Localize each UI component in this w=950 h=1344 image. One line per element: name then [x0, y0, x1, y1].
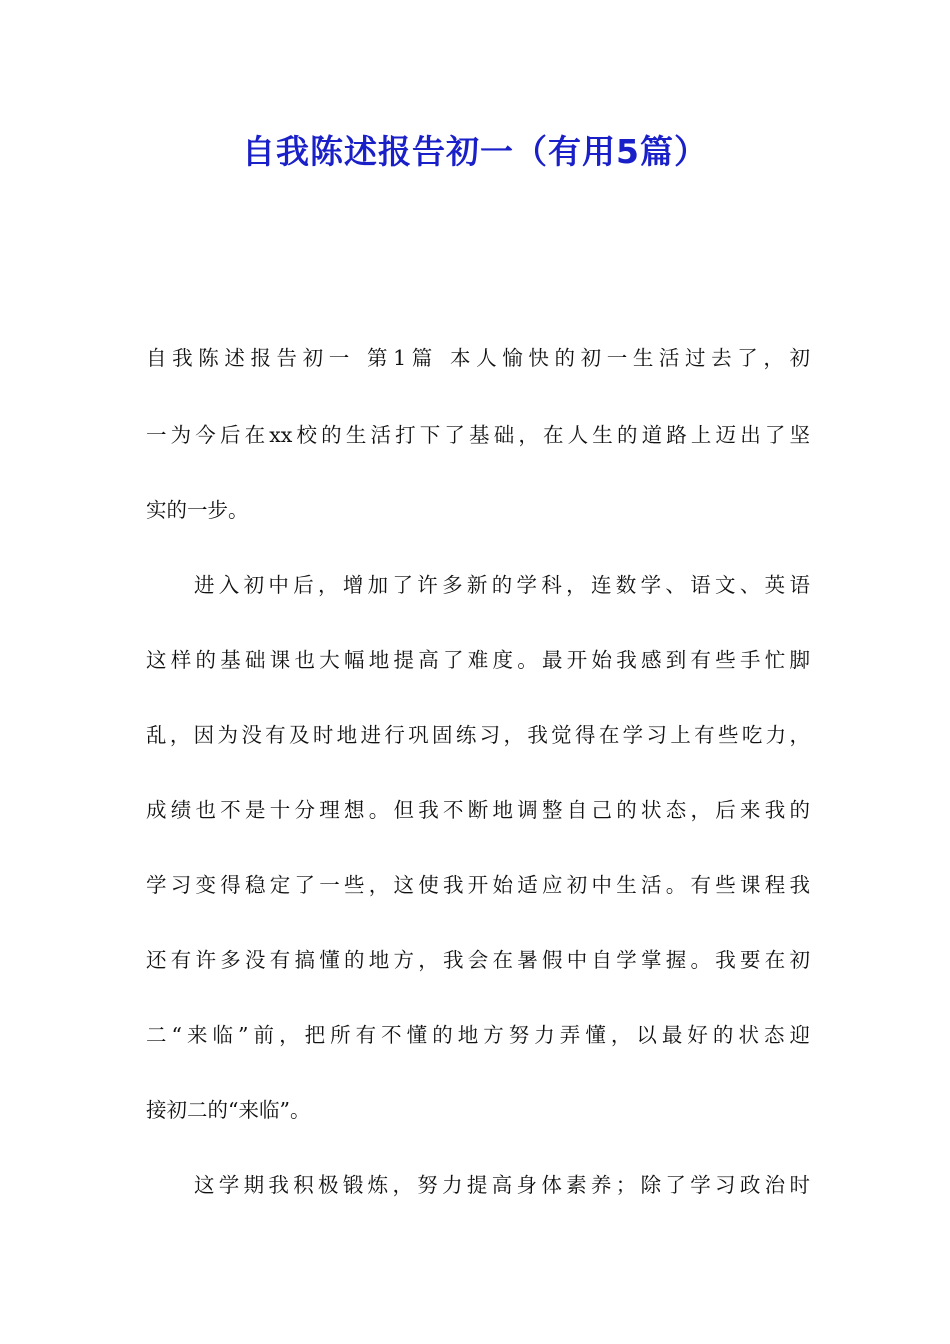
paragraph-line: 这样的基础课也大幅地提高了难度。最开始我感到有些手忙脚 [146, 648, 810, 672]
paragraph-line: 还有许多没有搞懂的地方，我会在暑假中自学掌握。我要在初 [146, 948, 810, 972]
paragraph-line: 学习变得稳定了一些，这使我开始适应初中生活。有些课程我 [146, 873, 810, 897]
paragraph-line: 实的一步。 [146, 498, 249, 522]
paragraph-line: 自我陈述报告初一 第1篇 本人愉快的初一生活过去了，初 [146, 346, 810, 370]
paragraph-line: 接初二的“来临”。 [146, 1098, 311, 1122]
paragraph-line: 进入初中后，增加了许多新的学科，连数学、语文、英语 [194, 573, 810, 597]
paragraph-line: 二“来临”前，把所有不懂的地方努力弄懂，以最好的状态迎 [146, 1023, 810, 1047]
paragraph-line: 成绩也不是十分理想。但我不断地调整自己的状态，后来我的 [146, 798, 810, 822]
paragraph-line: 一为今后在xx校的生活打下了基础，在人生的道路上迈出了坚 [146, 423, 810, 447]
paragraph-line: 乱，因为没有及时地进行巩固练习，我觉得在学习上有些吃力， [146, 723, 810, 747]
paragraph-line: 这学期我积极锻炼，努力提高身体素养；除了学习政治时 [194, 1173, 810, 1197]
document-title: 自我陈述报告初一（有用5篇） [242, 132, 708, 171]
